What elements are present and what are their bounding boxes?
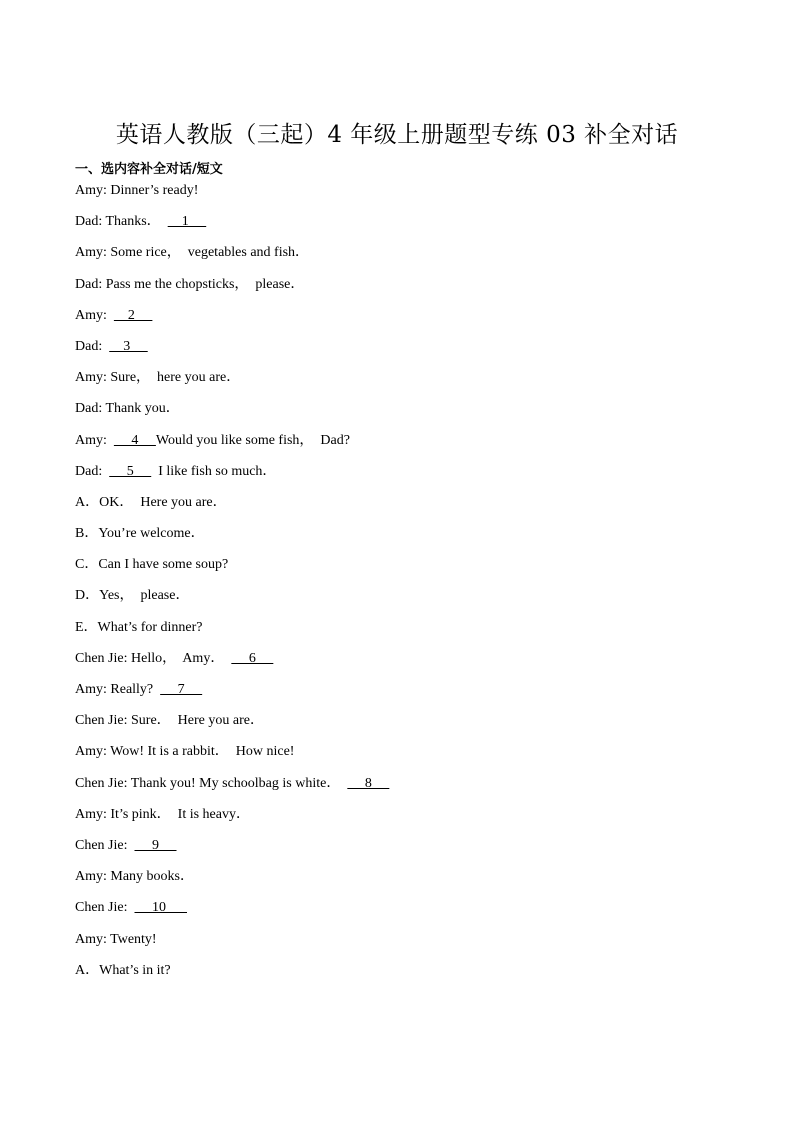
dialogue-line — [75, 929, 735, 960]
dialogue-line — [75, 710, 735, 741]
dialogue-lines — [75, 180, 735, 991]
line-text: B．You’re welcome． — [75, 526, 205, 542]
dialogue-line — [75, 305, 735, 336]
dialogue-line — [75, 336, 735, 367]
dialogue-line — [75, 679, 735, 710]
line-text: Dad: — [75, 463, 110, 479]
line-text: Amy: Wow! It is a rabbit． How nice! — [75, 744, 295, 760]
line-text: Amy: — [75, 432, 114, 448]
answer-blank: 7 — [160, 682, 203, 697]
dialogue-line — [75, 211, 735, 242]
line-text: Dad: Thanks． — [75, 214, 168, 230]
line-text: Amy: Really? — [75, 682, 161, 697]
dialogue-line — [75, 835, 735, 866]
line-text: Dad: — [75, 338, 110, 354]
line-text-after-blank: I like fish so much． — [151, 463, 277, 479]
dialogue-line — [75, 773, 735, 804]
dialogue-line — [75, 398, 735, 429]
line-text: Chen Jie: — [75, 837, 135, 853]
line-text: C．Can I have some soup? — [75, 557, 229, 573]
dialogue-line — [75, 554, 735, 585]
line-text-after-blank: Would you like some fish， Dad? — [155, 432, 350, 448]
dialogue-line — [75, 461, 735, 492]
dialogue-line — [75, 897, 735, 928]
answer-blank: 4 — [113, 432, 156, 448]
line-text: Amy: Many books． — [75, 869, 194, 885]
answer-blank: 3 — [109, 338, 148, 354]
dialogue-line — [75, 585, 735, 616]
answer-blank: 2 — [113, 307, 153, 323]
answer-blank: 8 — [347, 775, 390, 791]
dialogue-line — [75, 960, 735, 991]
line-text: Amy: Dinner’s ready! — [75, 183, 199, 198]
dialogue-line — [75, 523, 735, 554]
dialogue-line — [75, 492, 735, 523]
dialogue-line — [75, 367, 735, 398]
answer-blank: 10 — [134, 900, 187, 916]
dialogue-line — [75, 866, 735, 897]
line-text: Chen Jie: — [75, 900, 135, 916]
dialogue-line — [75, 804, 735, 835]
line-text: Dad: Pass me the chopsticks， please． — [75, 276, 305, 292]
page-title: 英语人教版（三起）4 年级上册题型专练 03 补全对话 — [115, 122, 679, 148]
dialogue-line — [75, 741, 735, 772]
line-text: A．What’s in it? — [75, 962, 171, 978]
answer-blank: 6 — [231, 650, 274, 666]
line-text: Amy: Some rice， vegetables and fish． — [75, 245, 310, 261]
line-text: Chen Jie: Sure． Here you are． — [75, 713, 264, 729]
line-text: Amy: — [75, 307, 114, 323]
line-text: A．OK． Here you are． — [75, 494, 227, 510]
answer-blank: 1 — [167, 214, 207, 230]
answer-blank: 9 — [134, 837, 177, 853]
dialogue-line — [75, 180, 735, 211]
line-text: Chen Jie: Thank you! My schoolbag is white． — [75, 775, 348, 791]
answer-blank: 5 — [109, 463, 152, 479]
line-text: Amy: Sure， here you are． — [75, 370, 241, 386]
line-text: E．What’s for dinner? — [75, 619, 203, 635]
line-text: Chen Jie: Hello， Amy． — [75, 650, 232, 666]
line-text: Amy: Twenty! — [75, 931, 157, 947]
line-text: D．Yes， please． — [75, 588, 190, 604]
dialogue-line — [75, 648, 735, 679]
line-text: Dad: Thank you． — [75, 401, 180, 417]
dialogue-line — [75, 274, 735, 305]
dialogue-line — [75, 617, 735, 648]
dialogue-line — [75, 430, 735, 461]
section-heading: 一、选内容补全对话/短文 — [75, 162, 223, 177]
dialogue-line — [75, 242, 735, 273]
line-text: Amy: It’s pink． It is heavy． — [75, 806, 250, 822]
